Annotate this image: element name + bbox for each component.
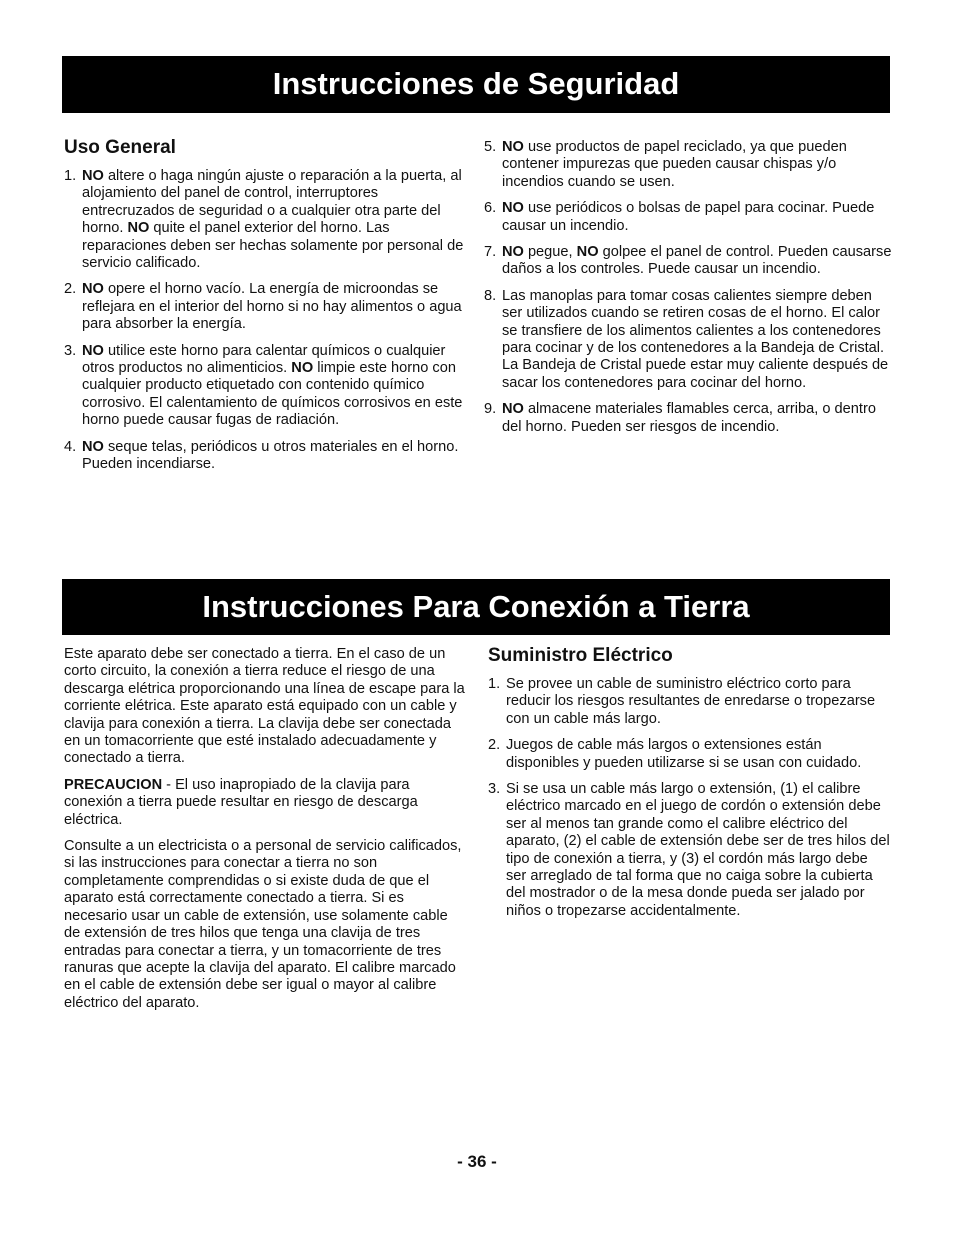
power-supply-heading: Suministro Eléctrico <box>488 645 673 666</box>
list-item-number: 5. <box>484 139 497 155</box>
list-item <box>64 168 474 272</box>
general-use-list-right <box>484 139 894 436</box>
list-item <box>64 343 474 430</box>
grounding-column-left <box>64 646 466 1021</box>
list-item-number: 7. <box>484 244 497 261</box>
list-item-emphasis: NO <box>123 220 150 237</box>
grounding-intro-paragraph: Este aparato debe ser conectado a tierra. En el caso de un corto circuito, la conexión a tierra reduce el riesgo de una descarga elétrica proporcionando una línea de escape para la corriente elétrica. Este aparato está equipado con un cable y clavija para conexión a tierra. La clavija debe ser conectada en un tomacorriente que esté instalado adecuadamente y conectado a tierra. <box>64 646 465 767</box>
list-item-number: 4. <box>64 438 77 455</box>
list-item <box>64 281 474 333</box>
list-item-text: quite el panel exterior del horno. Las reparaciones deben ser hechas solamente por personal de servicio calificado. <box>82 220 464 272</box>
list-item-emphasis: NO <box>82 168 104 184</box>
power-supply-list <box>488 676 892 920</box>
list-item-text: opere el horno vacío. La energía de microondas se reflejara en el interior del horno si no hay alimentos o agua para absorber la energía. <box>82 281 462 333</box>
list-item <box>484 200 894 235</box>
general-use-list-left <box>64 168 474 474</box>
list-item-emphasis: NO <box>82 438 104 455</box>
list-item-text: Juegos de cable más largos o extensiones están disponibles y pueden utilizarse si se usan con cuidado. <box>506 737 862 771</box>
list-item <box>484 139 894 191</box>
list-item-number: 1. <box>64 168 77 184</box>
consult-paragraph: Consulte a un electricista o a personal de servicio calificados, si las instrucciones para conectar a tierra no son completamente comprendidas o si existe duda de que el aparato está correctamente conectado a tierra. Si es necesario usar un cable de extensión, use solamente cable de extensión de tres hilos que tenga una clavija de tres entradas para conectar a tierra, y un tomacorriente de tres ranuras que acepte la clavija del aparato. El calibre marcado en el cable de extensión debe ser igual o mayor al calibre eléctrico del aparato. <box>64 838 462 1011</box>
list-item-text: seque telas, periódicos u otros materiales en el horno. Pueden incendiarse. <box>82 438 459 473</box>
general-use-heading: Uso General <box>64 137 176 158</box>
list-item-text: altere o haga ningún ajuste o reparación a la puerta, al alojamiento del panel de control, interruptores entrecruzados de seguridad o a cualquier otra parte del horno. <box>82 168 462 237</box>
list-item-text: use productos de papel reciclado, ya que pueden contener impurezas que pueden causar chispas y/o incendios cuando se usen. <box>502 139 847 190</box>
list-item-number: 2. <box>64 281 77 298</box>
list-item <box>488 737 892 772</box>
list-item-emphasis: NO <box>82 342 104 359</box>
list-item-emphasis: NO <box>287 360 314 377</box>
list-item-text: golpee el panel de control. Pueden causarse daños a los controles. Puede causar un incendio. <box>502 244 892 278</box>
list-item-text: use periódicos o bolsas de papel para cocinar. Puede causar un incendio. <box>502 200 875 234</box>
list-item <box>484 401 894 436</box>
caution-paragraph <box>64 777 466 829</box>
list-item-number: 9. <box>484 401 497 418</box>
grounding-column-right <box>488 645 892 929</box>
list-item-text: pegue, <box>523 244 573 261</box>
page-number: - 36 - <box>457 1152 497 1171</box>
caution-label: PRECAUCION <box>64 776 163 793</box>
list-item-text: limpie este horno con cualquier producto etiquetado con contenido químico corrosivo. El calentamiento de químicos corrosivos en este horno puede causar fugas de radiación. <box>82 360 463 429</box>
list-item-number: 3. <box>64 342 77 359</box>
list-item-emphasis: NO <box>572 244 599 261</box>
list-item <box>64 439 474 474</box>
safety-instructions-banner <box>62 56 890 113</box>
list-item <box>488 781 892 920</box>
list-item <box>484 244 894 279</box>
list-item-emphasis: NO <box>502 200 524 217</box>
list-item-text: almacene materiales flamables cerca, arriba, o dentro del horno. Pueden ser riesgos de incendio. <box>502 401 876 435</box>
list-item-number: 8. <box>484 287 497 304</box>
list-item-number: 1. <box>488 676 501 692</box>
safety-instructions-title: Instrucciones de Seguridad <box>272 66 680 101</box>
general-use-column-left <box>64 137 474 483</box>
list-item-text: utilice este horno para calentar químicos o cualquier otros productos no alimenticios. <box>82 342 446 377</box>
list-item-text: Las manoplas para tomar cosas calientes siempre deben ser utilizados cuando se retiren cosas de el horno. El calor se transfiere de los alimentos calientes a los contenedores para cocinar y de los contenedores a la Bandeja de Cristal. La Bandeja de Cristal puede estar muy caliente después de sacar los contenedores para cocinar del horno. <box>502 287 889 391</box>
grounding-instructions-banner <box>62 579 890 635</box>
list-item-number: 3. <box>488 781 501 798</box>
list-item-emphasis: NO <box>82 281 104 298</box>
list-item-emphasis: NO <box>502 401 524 418</box>
grounding-instructions-title: Instrucciones Para Conexión a Tierra <box>202 589 750 624</box>
general-use-column-right <box>484 139 894 445</box>
list-item-text: Se provee un cable de suministro eléctrico corto para reducir los riesgos resultantes de enredarse o tropezarse con un cable más largo. <box>506 676 876 727</box>
list-item-emphasis: NO <box>502 244 524 261</box>
list-item-text: Si se usa un cable más largo o extensión, (1) el calibre eléctrico marcado en el juego de cordón o extensión debe ser al menos tan grande como el calibre eléctrico del aparato, (2) el cable de extensión debe ser de tres hilos del tipo de conexión a tierra, y (3) el cordón más largo debe ser arreglado de tal forma que no caiga sobre la cubierta del mostrador o de la mesa donde pueda ser jalado por niños o tropezarse accidentalmente. <box>506 781 890 919</box>
list-item-number: 6. <box>484 200 497 217</box>
list-item-emphasis: NO <box>502 139 524 155</box>
caution-text: - El uso inapropiado de la clavija para conexión a tierra puede resultar en riesgo de descarga eléctrica. <box>64 776 418 828</box>
list-item <box>488 676 892 728</box>
list-item <box>484 288 894 392</box>
list-item-number: 2. <box>488 737 501 754</box>
